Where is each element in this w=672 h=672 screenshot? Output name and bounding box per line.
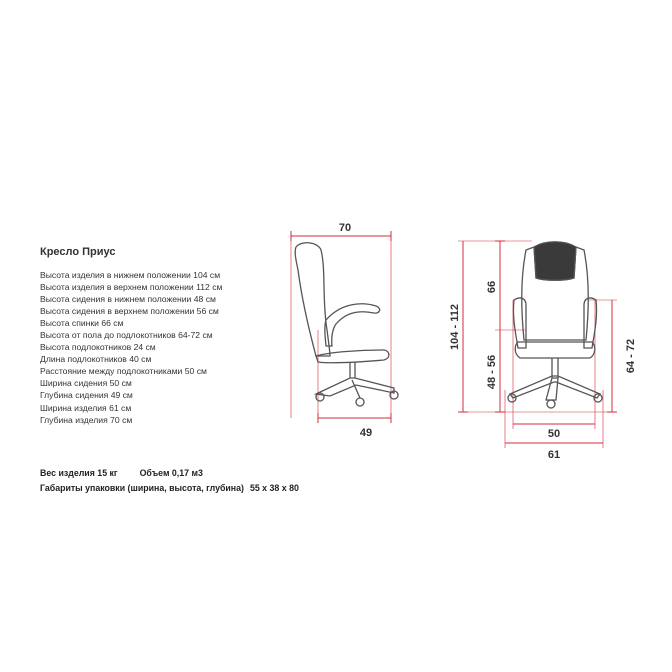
backrest-height-label: 66: [486, 280, 498, 294]
height-total-label: 104 - 112: [449, 304, 461, 350]
product-title: Кресло Приус: [40, 246, 116, 258]
package-value: 55 х 38 х 80: [249, 483, 299, 493]
spec-item: Глубина сидения 49 см: [40, 390, 133, 401]
spec-item: Высота изделия в верхнем положении 112 см: [40, 282, 223, 293]
spec-item: Высота сидения в верхнем положении 56 см: [40, 306, 219, 317]
width-total-label: 61: [547, 449, 561, 461]
spec-item: Ширина сидения 50 см: [40, 378, 132, 389]
spec-item: Высота изделия в нижнем положении 104 см: [40, 270, 221, 280]
side-depth-total-label: 70: [338, 222, 352, 234]
spec-item: Глубина изделия 70 см: [40, 414, 133, 425]
armrest-height-label: 64 - 72: [625, 338, 637, 374]
spec-item: Длина подлокотников 40 см: [40, 354, 152, 365]
armrest-distance-label: 50: [547, 428, 561, 440]
side-seat-depth-label: 49: [359, 427, 373, 439]
seat-height-label: 48 - 56: [486, 354, 498, 390]
spec-item: Ширина изделия 61 см: [40, 402, 132, 413]
package-label: Габариты упаковки (ширина, высота, глубина): [40, 483, 244, 493]
headrest-shape: [534, 242, 576, 281]
spec-item: Расстояние между подлокотниками 50 см: [40, 366, 207, 377]
spec-item: Высота от пола до подлокотников 64-72 см: [40, 330, 213, 341]
spec-item: Высота сидения в нижнем положении 48 см: [40, 294, 216, 305]
spec-item: Высота подлокотников 24 см: [40, 342, 156, 353]
chair-front-outline: [508, 242, 602, 408]
volume-text: Объем 0,17 м3: [139, 468, 203, 478]
spec-item: Высота спинки 66 см: [40, 318, 124, 329]
weight-text: Вес изделия 15 кг: [40, 468, 118, 478]
